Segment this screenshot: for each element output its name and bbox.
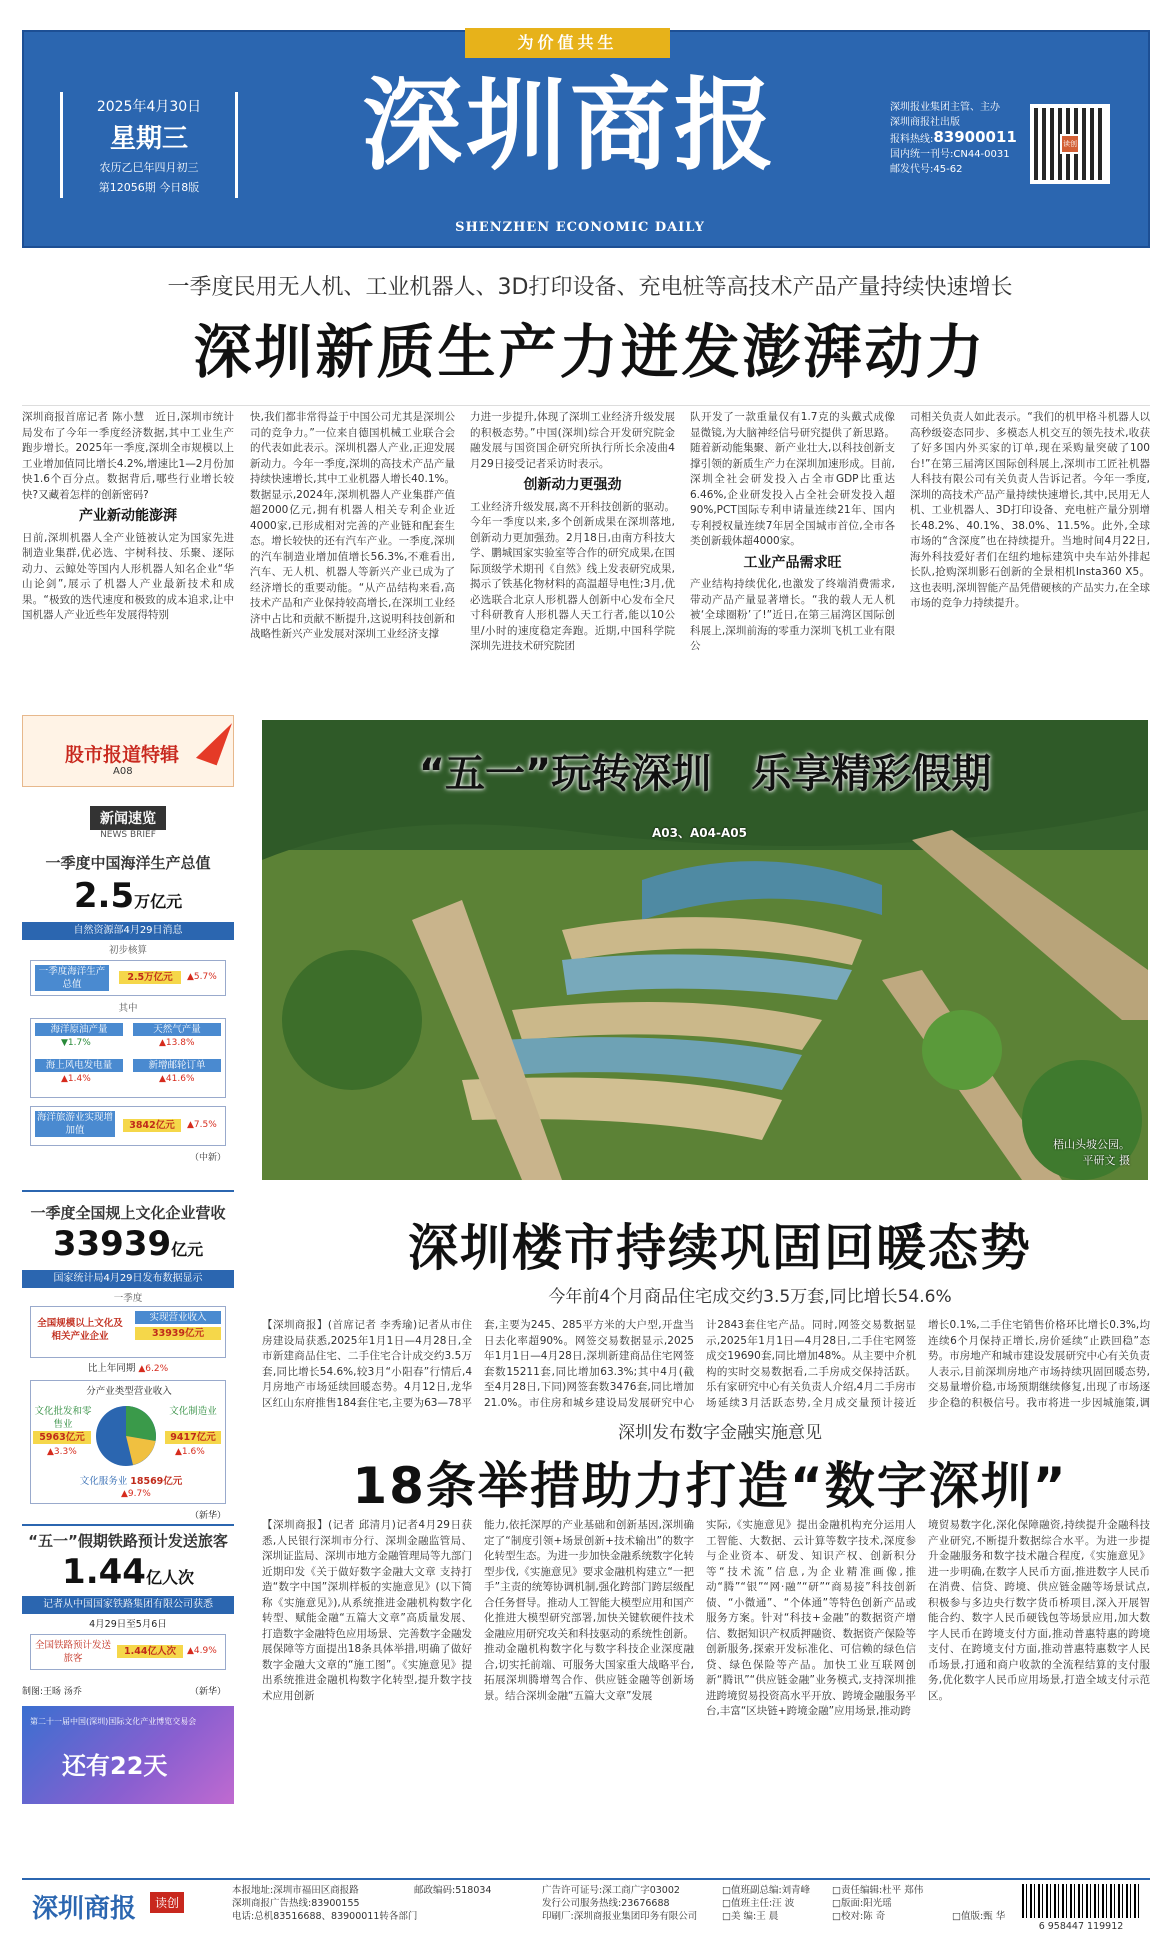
culture-total: 全国规模以上文化及相关产业企业 实现营业收入 33939亿元 [30,1306,226,1358]
lunar-date: 农历乙巳年四月初三 [99,161,199,174]
lead-col-3: 力进一步提升,体现了深圳工业经济升级发展的积极态势。”中国(深圳)综合开发研究院金融发展与国资国企研究所执行所长余凌曲4月29日接受记者采访时表示。 创新动力更强劲 工业经济升级发展,离不开科技创新的驱动。今年一季度以来,多个创新成果在深圳落地,创新动力更加强劲。2月18日,由南方科技大学、鹏城国家实验室等合作的研究成果,在国际顶级学术期刊《自然》线上发表研究成果,揭示了铁基化物材料的高温超导电性;3月,优必选联合北京人形机器人创新中心发布全尺寸科研教育人形机器人天工行者,能以10公里/小时的速度稳定奔跑。近期,中国科学院深圳先进技术研究院团 [470,411,675,652]
photo-page-ref: A03、A04-A05 [652,826,747,840]
arrow-up-icon [196,716,232,766]
footer-brand: 深圳商报 [32,1894,137,1924]
housing-subhead: 今年前4个月商品住宅成交约3.5万套,同比增长54.6% [548,1287,952,1307]
ocean-source: 自然资源部4月29日消息 [22,922,234,940]
rail-row: 全国铁路预计发送旅客 1.44亿人次 ▲4.9% [30,1634,226,1670]
ocean-total-change: ▲5.7% [187,972,217,982]
newspaper-title-en: SHENZHEN ECONOMIC DAILY [455,220,705,235]
slogan: 为价值共生 [465,28,670,58]
pie-slice-manufacturing [126,1406,156,1441]
cultural-fair-ad[interactable]: 第二十一届中国(深圳)国际文化产业博览交易会 还有22天 [22,1706,234,1804]
ocean-tourism-row: 海洋旅游业实现增加值 3842亿元 ▲7.5% [30,1106,226,1146]
date: 2025年4月30日 [96,99,202,115]
park-photo[interactable] [262,720,1148,1180]
culture-pie-panel: 分产业类型营业收入 文化批发和零售业 5963亿元 ▲3.3% 文化制造业 9417亿元 ▲1.6% 文化服务业 18569亿元 ▲9.7% [30,1380,226,1504]
issue-number: 第12056期 今日8版 [98,181,200,194]
ocean-total-row: 一季度海洋生产总值 2.5万亿元 ▲5.7% [30,960,226,996]
lead-headline[interactable]: 深圳新质生产力迸发澎湃动力 [193,318,987,386]
lead-kicker: 一季度民用无人机、工业机器人、3D打印设备、充电桩等高技术产品产量持续快速增长 [167,275,1013,300]
rail-value: 1.44亿人次 [62,1552,194,1592]
footer: 深圳商报 读创 本报地址:深圳市福田区商报路 深圳商报广告热线:83900155 电话:总机83516688、83900011转各部门 邮政编码:518034 广告许可证号:深工商广字03002 发行公司服务热线:23676688 印刷厂:深圳商报业集团印务有限公司 □值班副总编:刘青峰 □值班主任:汪 波 □美 编:王 晨 □责任编辑:杜平 郑伟 □版面:阳光瑶 □校对:陈 奇 □值版:甄 华 6 958447 119912 [22,1878,1150,1938]
rail-title: “五一”假期铁路预计发送旅客 [28,1532,228,1550]
lead-col-1: 深圳商报首席记者 陈小慧 近日,深圳市统计局发布了今年一季度经济数据,其中工业生产跑步增长。2025年一季度,深圳全市规模以上工业增加值同比增长4.2%,增速比1—2月份加快1.6个百分点。数据背后,哪些行业增长较快?又藏着怎样的创新密码? 产业新动能澎湃 日前,深圳机器人全产业链被认定为国家先进制造业集群,优必选、宇树科技、乐聚、逐际动力、云鲸处等国内人形机器人知名企业“华山论剑”,展示了机器人产业最新技术和成果。“极致的迭代速度和极致的成本追求,让中国机器人产业近些年发展得特别 [22,411,234,621]
culture-source: 国家统计局4月29日发布数据显示 [22,1270,234,1288]
ocean-value: 2.5万亿元 [73,876,183,916]
date-box [60,92,238,198]
lead-col-4: 队开发了一款重量仅有1.7克的头戴式成像显微镜,为大脑神经信号研究提供了新思路。随着新动能集聚、新产业壮大,以科技创新支撑引领的新质生产力在深圳加速形成。目前,深圳全社会研发投入占全市GDP比重达6.46%,企业研发投入占全社会研发投入超90%,PCT国际专利申请量连续21年、国内专利授权量连续7年居全国城市首位,全市各类创新载体超4000家。 工业产品需求旺 产业结构持续优化,也激发了终端消费需求,带动产品产量显著增长。“我的载人无人机被‘全球圈粉’了!”近日,在第三届湾区国际创科展上,深圳前海的零重力深圳飞机工业有限公 [690,411,895,652]
publisher-info: 深圳报业集团主管、主办 深圳商报社出版 报料热线:83900011 国内统一刊号:CN44-0031 邮发代号:45-62 [890,102,1017,175]
photo-caption: 梧山头坡公园。 平研文 摄 [1053,1138,1130,1167]
housing-headline[interactable]: 深圳楼市持续巩固回暖态势 [408,1219,1032,1277]
fintech-headline[interactable]: 18条举措助力打造“数字深圳” [352,1457,1068,1515]
photo-title: “五一”玩转深圳 乐享精彩假期 [418,751,992,797]
lead-col-2: 快,我们都非常得益于中国公司尤其是深圳公司的竞争力。”一位来自德国机械工业联合会的代表如此表示。深圳机器人产业,正迎发展新动力。今年一季度,深圳的高技术产品产量持续快速增长,其中工业机器人增长40.1%。数据显示,2024年,深圳机器人产业集群产值超2000亿元,拥有机器人相关专利企业近4000家,已形成相对完善的产业链和配套生态。增长较快的还有汽车产业。一季度,深圳的汽车制造业增加值增长56.3%,不难看出,汽车、无人机、机器人等新兴产业已成为了经济增长的重要动能。“从产品结构来看,高技术产品和产业保持较高增长,在深圳工业经济中占比和贡献不断提升,这说明科技创新和战略性新兴产业发展对深圳工业经济支撑 [250,411,455,640]
ocean-title: 一季度中国海洋生产总值 [45,854,211,872]
stock-special-teaser[interactable]: 股市报道特辑 A08 [22,715,234,787]
culture-title: 一季度全国规上文化企业营收 [30,1204,226,1222]
news-brief-label: 新闻速览 NEWS BRIEF [60,806,196,840]
newspaper-title: 深圳商报 [362,66,778,184]
culture-pie-chart [93,1403,159,1469]
culture-value: 33939亿元 [52,1224,204,1264]
weekday: 星期三 [109,124,188,154]
qr-code-icon[interactable] [1030,104,1110,184]
ocean-detail-grid: 海洋原油产量 ▼1.7% 天然气产量 ▲13.8% 海上风电发电量 ▲1.4% 新增邮轮订单 ▲41.6% [30,1018,226,1098]
barcode-icon [1022,1884,1140,1918]
hotline: 83900011 [933,128,1017,146]
lead-col-5: 司相关负责人如此表示。“我们的机甲格斗机器人以高秒级姿态同步、多模态人机交互的领先技术,收获了好多国内外买家的订单,现在采购量突破了100台!”在第三届湾区国际创科展上,深圳市工匠社机器人科技有限公司有关负责人告诉记者。今年一季度,深圳的高技术产品产量持续快速增长,其中,民用无人机、工业机器人、3D打印设备、充电桩产量分别增长48.2%、40.1%、38.0%、11.5%。此外,全球市场的“含深度”也在持续提升。当地时间4月22日,海外科技爱好者们在纽约地标建筑中央车站外排起长队,抢购深圳影石创新的全景相机Insta360 X5。这也表明,深圳智能产品凭借硬核的产品实力,在全球市场的竞争力持续提升。 [910,411,1150,609]
footer-badge: 读创 [150,1892,184,1913]
fintech-kicker: 深圳发布数字金融实施意见 [618,1423,822,1443]
qr-badge: 读创 [1060,134,1080,154]
